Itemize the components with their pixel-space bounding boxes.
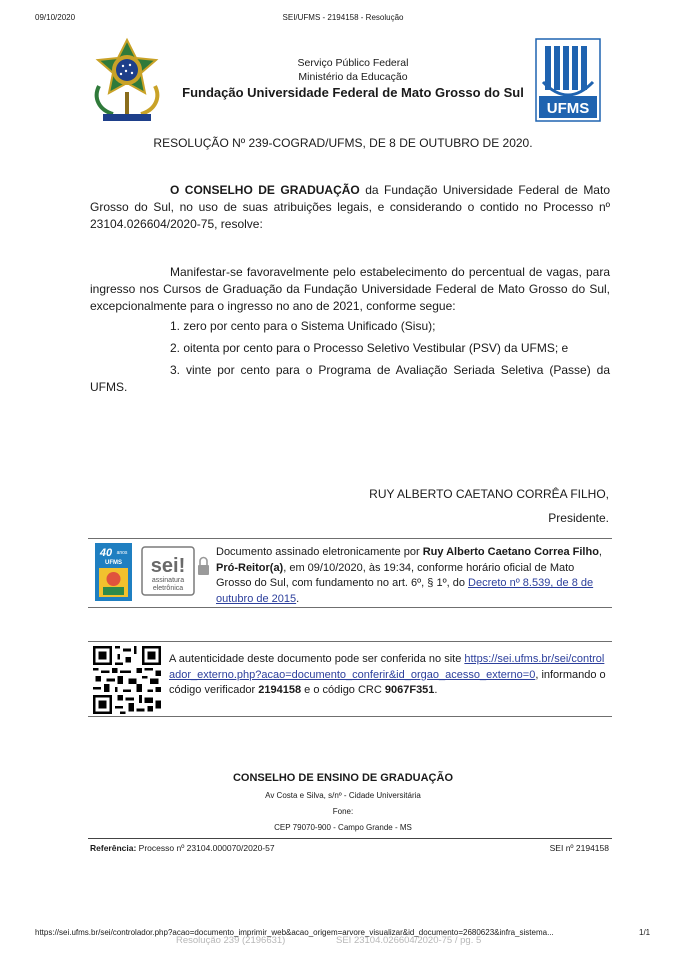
intro-paragraph xyxy=(90,182,610,233)
manifest-paragraph: Manifestar-se favoravelmente pelo estabelecimento do percentual de vagas, para ingresso nos Cursos de Graduação da Fundação Universidade Federal de Mato Grosso do Sul, excepcionalmente para o ingresso no ano de 2021, conforme segue: xyxy=(90,265,610,313)
reference-divider xyxy=(88,838,612,839)
signer-name: RUY ALBERTO CAETANO CORRÊA FILHO, xyxy=(369,487,609,501)
print-page-number: 1/1 xyxy=(639,928,651,937)
authenticity-text: A autenticidade deste documento pode ser conferida no site https://sei.ufms.br/sei/controlador_externo.php?acao=documento_conferir&id_orgao_acesso_externo=0, informando o código verificador 2194158 e o código CRC 9067F351. xyxy=(169,653,606,696)
anniv-badge-years: anos xyxy=(116,550,128,556)
brazil-coat-of-arms-icon xyxy=(87,36,167,128)
reference-process: Referência: Processo nº 23104.000070/2020-57 xyxy=(90,843,275,853)
reference-sei-number: SEI nº 2194158 xyxy=(549,843,609,853)
council-name: O CONSELHO DE GRADUAÇÃO xyxy=(170,183,360,197)
print-url: https://sei.ufms.br/sei/controlador.php?acao=documento_imprimir_web&acao_origem=arvore_visualizar&id_documento=2680623&infra_sistema... xyxy=(35,928,554,937)
footer-phone: Fone: xyxy=(332,807,354,816)
signature-text: Documento assinado eletronicamente por Ruy Alberto Caetano Correa Filho, Pró-Reitor(a), em 09/10/2020, às 19:34, conforme horário oficial de Mato Grosso do Sul, com fundamento no art. 6º, § 1º, do Decreto nº 8.539, de 8 de outubro de 2015. xyxy=(216,546,602,605)
resolution-title: RESOLUÇÃO Nº 239-COGRAD/UFMS, DE 8 DE OUTUBRO DE 2020. xyxy=(153,136,533,150)
decree-link[interactable]: Decreto nº 8.539, de 8 de outubro de 2015 xyxy=(216,577,594,605)
lock-icon xyxy=(198,565,209,575)
header-line-ministry: Ministério da Educação xyxy=(298,71,408,83)
anniv-badge-number: 40 xyxy=(99,547,113,559)
qr-code-icon xyxy=(93,646,161,714)
signature-signer-role: Pró-Reitor(a) xyxy=(216,561,284,574)
reference-label: Referência: xyxy=(90,843,137,853)
sei-logo-sub2: eletrônica xyxy=(152,585,184,592)
crc-code: 9067F351 xyxy=(384,684,435,696)
header-line-public-service: Serviço Público Federal xyxy=(297,57,409,69)
ufms-logo-text: UFMS xyxy=(546,100,590,117)
authenticity-box xyxy=(88,641,612,717)
ufms-logo xyxy=(535,38,601,122)
header-org-name: Fundação Universidade Federal de Mato Grosso do Sul xyxy=(182,85,524,100)
sei-logo-sub1: assinatura xyxy=(151,577,185,584)
footer-org-name: CONSELHO DE ENSINO DE GRADUAÇÃO xyxy=(232,772,454,784)
print-date: 09/10/2020 xyxy=(35,13,76,22)
sei-logo-text: sei! xyxy=(150,555,186,577)
list-item-sisu: 1. zero por cento para o Sistema Unificado (Sisu); xyxy=(170,319,436,333)
intro-text: da Fundação Universidade Federal de Mato Grosso do Sul, no uso de suas atribuições legais, e considerando o contido no Processo nº 23104.026604/2020-75, resolve: xyxy=(90,183,610,231)
print-page-title: SEI/UFMS - 2194158 - Resolução xyxy=(282,13,404,22)
list-item-psv: 2. oitenta por cento para o Processo Seletivo Vestibular (PSV) da UFMS; e xyxy=(170,341,569,355)
verifier-code: 2194158 xyxy=(258,684,302,696)
print-header xyxy=(0,13,686,27)
footer-address: Av Costa e Silva, s/nº - Cidade Universitária xyxy=(265,791,421,800)
ghost-process-label: SEI 23104.026604/2020-75 / pg. 5 xyxy=(336,935,482,946)
institution-header xyxy=(173,56,533,102)
anniv-badge-ufms: UFMS xyxy=(105,560,122,566)
verification-link[interactable]: https://sei.ufms.br/sei/controlador_externo.php?acao=documento_conferir&id_orgao_acesso_externo=0 xyxy=(169,653,605,681)
ufms-40-years-logo xyxy=(95,543,132,601)
signature-signer-name: Ruy Alberto Caetano Correa Filho xyxy=(422,546,599,558)
signer-role: Presidente. xyxy=(548,511,609,525)
electronic-signature-box xyxy=(88,538,612,608)
ghost-document-label: Resolução 239 (2196631) xyxy=(176,935,286,946)
sei-signature-logo xyxy=(141,545,211,597)
footer-cep: CEP 79070-900 - Campo Grande - MS xyxy=(274,823,412,832)
list-item-passe: 3. vinte por cento para o Programa de Avaliação Seriada Seletiva (Passe) da UFMS. xyxy=(90,363,610,394)
